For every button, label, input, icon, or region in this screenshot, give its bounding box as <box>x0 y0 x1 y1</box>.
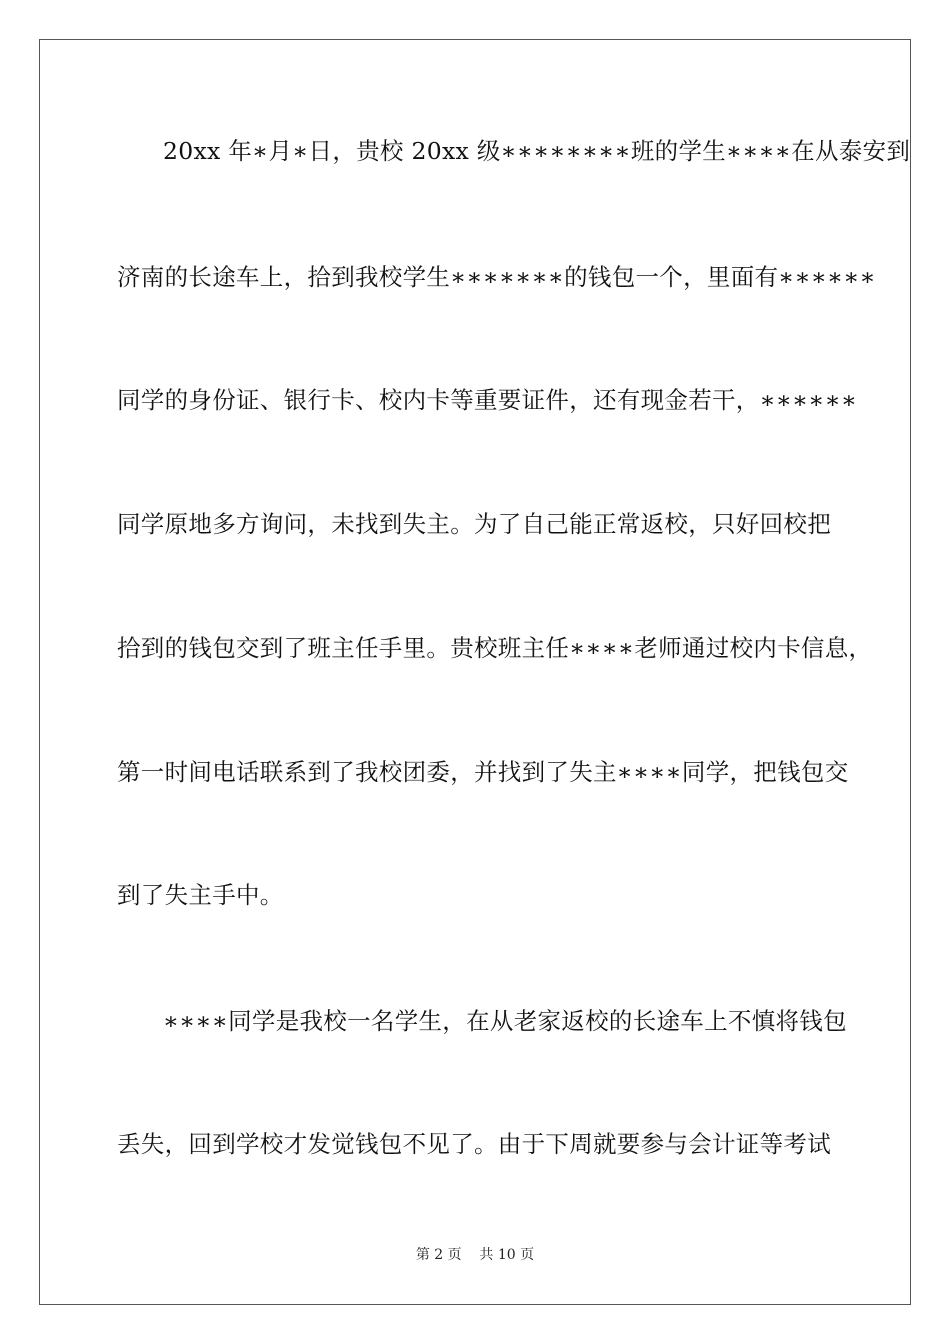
page-border <box>39 39 911 1305</box>
paragraph-1-line-7: 到了失主手中。 <box>117 881 284 909</box>
paragraph-2-line-2: 丢失，回到学校才发觉钱包不见了。由于下周就要参与会计证等考试 <box>117 1130 831 1158</box>
paragraph-1-line-5: 拾到的钱包交到了班主任手里。贵校班主任∗∗∗∗老师通过校内卡信息， <box>117 634 873 662</box>
paragraph-1-line-3: 同学的身份证、银行卡、校内卡等重要证件，还有现金若干，∗∗∗∗∗∗ <box>117 386 858 414</box>
paragraph-1-line-2: 济南的长途车上，拾到我校学生∗∗∗∗∗∗∗的钱包一个，里面有∗∗∗∗∗∗ <box>117 263 876 291</box>
paragraph-2-line-1: ∗∗∗∗同学是我校一名学生，在从老家返校的长途车上不慎将钱包 <box>163 1007 847 1035</box>
paragraph-1-line-4: 同学原地多方询问，未找到失主。为了自己能正常返校，只好回校把 <box>117 510 831 538</box>
page-number-footer: 第 2 页 共 10 页 <box>415 1247 535 1263</box>
paragraph-1-line-6: 第一时间电话联系到了我校团委，并找到了失主∗∗∗∗同学，把钱包交 <box>117 758 849 786</box>
paragraph-1-line-1: 20xx 年∗月∗日，贵校 20xx 级∗∗∗∗∗∗∗∗班的学生∗∗∗∗在从泰安到 <box>163 137 911 165</box>
